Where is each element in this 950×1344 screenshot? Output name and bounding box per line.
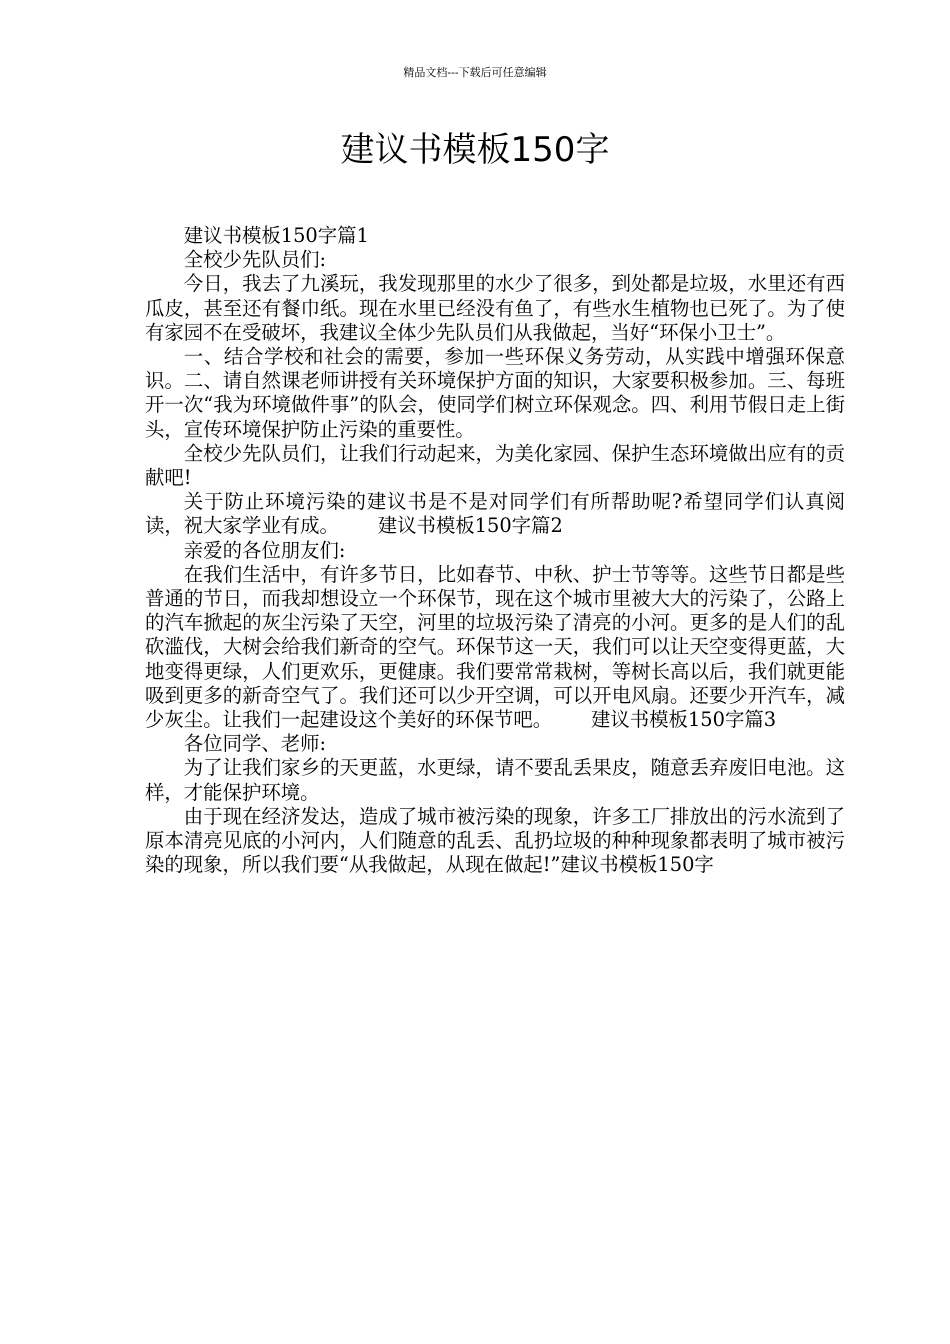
body-paragraph: 为了让我们家乡的天更蓝，水更绿，请不要乱丢果皮，随意丢弃废旧电池。这样，才能保护环境。 — [145, 756, 845, 804]
paragraph-text: 在我们生活中，有许多节日，比如春节、中秋、护士节等等。这些节日都是些普通的节日，而我却想设立一个环保节，现在这个城市里被大大的污染了，公路上的汽车掀起的灰尘污染了天空，河里的垃圾污染了清亮的小河。更多的是人们的乱砍滥伐，大树会给我们新奇的空气。环保节这一天，我们可以让天空变得更蓝，大地变得更绿，人们更欢乐，更健康。我们要常常栽树，等树长高以后，我们就更能吸到更多的新奇空气了。我们还可以少开空调，可以开电风扇。还要少开汽车，减少灰尘。让我们一起建设这个美好的环保节吧。 — [145, 562, 845, 732]
section-heading: 建议书模板150字篇2 — [377, 514, 563, 538]
salutation: 各位同学、老师: — [183, 732, 327, 756]
body-paragraph: 全校少先队员们，让我们行动起来，为美化家园、保护生态环境做出应有的贡献吧! — [145, 441, 845, 490]
document-title: 建议书模板150字 — [340, 130, 610, 170]
section-heading: 建议书模板150字篇3 — [591, 708, 777, 732]
paragraph-text: 关于防止环境污染的建议书是不是对同学们有所帮助呢?希望同学们认真阅读，祝大家学业有成。 — [145, 490, 845, 538]
salutation: 亲爱的各位朋友们: — [183, 538, 346, 562]
document-body — [145, 224, 845, 877]
trailing-heading: 建议书模板150字 — [560, 853, 714, 877]
body-paragraph — [145, 805, 845, 878]
header-note: 精品文档---下载后可任意编辑 — [403, 66, 547, 79]
section-heading: 建议书模板150字篇1 — [183, 224, 369, 247]
body-paragraph: 今日，我去了九溪玩，我发现那里的水少了很多，到处都是垃圾，水里还有西瓜皮，甚至还有餐巾纸。现在水里已经没有鱼了，有些水生植物也已死了。为了使有家园不在受破坏，我建议全体少先队员们从我做起，当好“环保小卫士”。 — [145, 272, 845, 344]
body-paragraph: 一、结合学校和社会的需要，参加一些环保义务劳动，从实践中增强环保意识。二、请自然课老师讲授有关环境保护方面的知识，大家要积极参加。三、每班开一次“我为环境做件事”的队会，使同学们树立环保观念。四、利用节假日走上街头，宣传环境保护防止污染的重要性。 — [145, 345, 845, 441]
salutation: 全校少先队员们: — [183, 248, 327, 272]
body-paragraph — [145, 563, 845, 732]
body-paragraph — [145, 490, 845, 538]
paragraph-text: 由于现在经济发达，造成了城市被污染的现象，许多工厂排放出的污水流到了原本清亮见底的小河内，人们随意的乱丢、乱扔垃圾的种种现象都表明了城市被污染的现象，所以我们要“从我做起，从现在做起!” — [145, 804, 845, 877]
